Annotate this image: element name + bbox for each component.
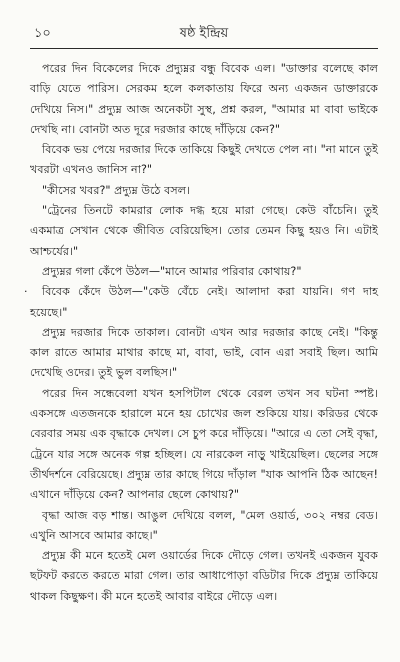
paragraph: প্রদ্যুম্নর গলা কেঁপে উঠল—"মানে আমার পরিবার কোথায়?" (42, 264, 302, 278)
paragraph: "ট্রেনের তিনটে কামরার লোক দগ্ধ হয়ে মারা গেছে। কেউ বাঁচেনি। তুই একমাত্র সেখান থেকে জীবিত বেরিয়েছিস। তোর তেমন কিছু হয়ও নি। এটাই আশ্চর্যের।" (30, 204, 378, 258)
paragraph: বিবেক ভয় পেয়ে দরজার দিকে তাকিয়ে কিছুই দেখতে পেল না। "না মানে তুই খবরটা এখনও জানিস না?" (30, 143, 378, 177)
paragraph: পরের দিন বিকেলের দিকে প্রদ্যুম্নর বন্ধু বিবেক এল। "ডাক্তার বলেছে কাল বাড়ি যেতে পারিস। সেরকম হলে কলকাতায় ফিরে অন্য একজন ডাক্তারকে দেখিয়ে নিস।" প্রদ্যুম্ন আজ অনেকটা সুস্থ, প্রশ্ন করল, "আমার মা বাবা ভাইকে দেখছি না। বোনটা অত দূরে দরজার কাছে দাঁড়িয়ে কেন?" (30, 62, 378, 136)
paragraph: প্রদ্যুম্ন কী মনে হতেই মেল ওয়ার্ডের দিকে দৌড়ে গেল। তখনই একজন যুবক ছটফট করতে করতে মারা গেল। তার আধাপোড়া বডিটার দিকে প্রদ্যুম্ন তাকিয়ে থাকল কিছুক্ষণ। কী মনে হতেই আবার বাইরে দৌড়ে এল। (30, 549, 378, 603)
running-title: ষষ্ঠ ইন্দ্রিয় (179, 26, 229, 41)
margin-mark: · (24, 285, 28, 299)
paragraph: বৃদ্ধা আজ বড় শান্ত। আঙুল দেখিয়ে বলল, "মেল ওয়ার্ড, ৩০২ নম্বর বেড। এখুনি আসবে আমার কাছে।" (30, 508, 378, 542)
paragraph: পরের দিন সন্ধেবেলা যখন হসপিটাল থেকে বেরল তখন সব ঘটনা স্পষ্ট। একসঙ্গে এতজনকে হারালে মনে হয় চোখের জল শুকিয়ে যায়। করিডর থেকে বেরবার সময় এক বৃদ্ধাকে দেখল। সে চুপ করে দাঁড়িয়ে। "আরে এ তো সেই বৃদ্ধা, ট্রেনে যার সঙ্গে অনেক গল্প হচ্ছিল। যে নারকেল নাড়ু খাইয়েছিল। ছেলের সঙ্গে তীর্থদর্শনে বেরিয়েছে। প্রদ্যুম্ন তার কাছে গিয়ে দাঁড়াল "যাক আপনি ঠিক আছেন! এখানে দাঁড়িয়ে কেন? আপনার ছেলে কোথায়?" (30, 386, 378, 502)
page-number: ১০ (34, 26, 51, 41)
body-text (24, 59, 378, 607)
paragraph: প্রদ্যুম্ন দরজার দিকে তাকাল। বোনটা এখন আর দরজার কাছে নেই। "কিন্তু কাল রাতে আমার মাথার কাছে মা, বাবা, ভাই, বোন এরা সবাই ছিল। আমি দেখেছি ওদের। তুই ভুল বলছিস।" (30, 325, 378, 380)
paragraph-text: বিবেক কেঁদে উঠল—"কেউ বেঁচে নেই। আলাদা করা যায়নি। গণ দাহ হয়েছে।" (30, 285, 378, 319)
paragraph (24, 282, 378, 323)
page-header (30, 18, 378, 49)
paragraph: "কীসের খবর?" প্রদ্যুম্ন উঠে বসল। (42, 183, 191, 197)
